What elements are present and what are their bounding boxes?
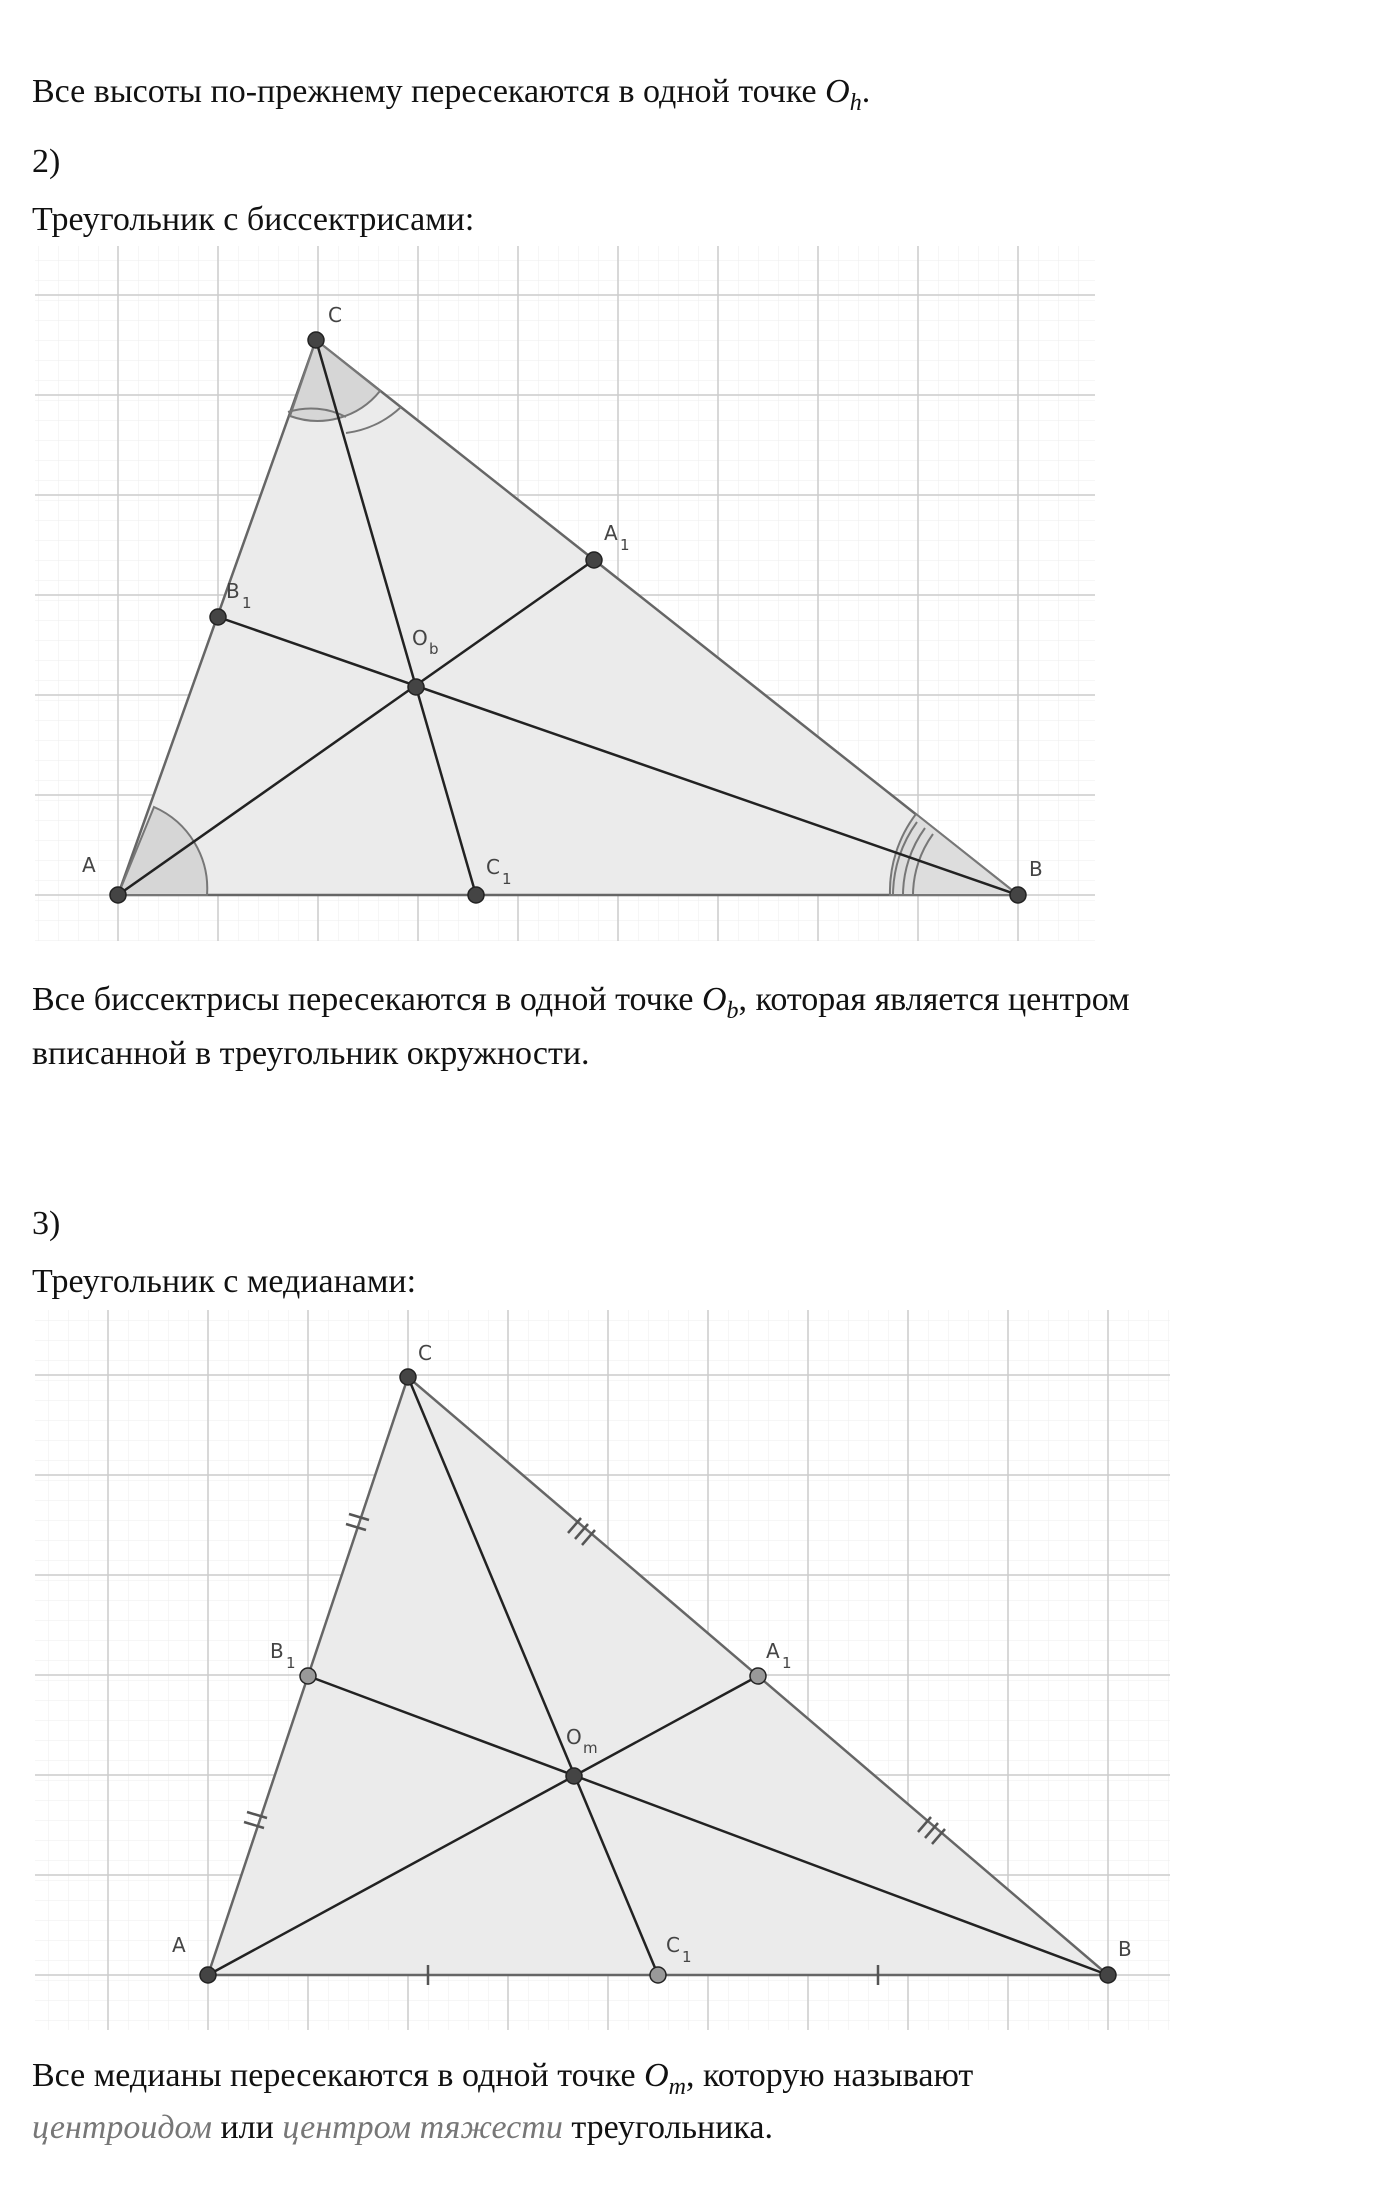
item-3-title: Треугольник с медианами: xyxy=(32,1263,417,1300)
svg-text:B: B xyxy=(226,579,240,603)
svg-text:B: B xyxy=(1029,857,1043,881)
svg-text:A: A xyxy=(766,1639,780,1663)
svg-text:1: 1 xyxy=(620,536,630,554)
bisectors-conclusion-line2: вписанной в треугольник окружности. xyxy=(32,1035,590,1072)
svg-text:O: O xyxy=(412,626,428,650)
svg-text:1: 1 xyxy=(242,594,252,612)
svg-text:m: m xyxy=(583,1739,598,1757)
svg-text:A: A xyxy=(172,1933,186,1957)
item-2-title: Треугольник с биссектрисами: xyxy=(32,201,475,238)
svg-text:A: A xyxy=(604,521,618,545)
svg-text:1: 1 xyxy=(502,870,512,888)
medians-diagram xyxy=(35,1310,1170,2030)
svg-text:A: A xyxy=(82,853,96,877)
svg-text:1: 1 xyxy=(682,1948,692,1966)
svg-text:C: C xyxy=(486,855,500,879)
medians-conclusion-line1: Все медианы пересекаются в одной точке $O_m$, которую называют xyxy=(32,2057,974,2100)
svg-text:O: O xyxy=(566,1725,582,1749)
point-ob: $O_b$ xyxy=(701,981,739,1024)
svg-text:C: C xyxy=(328,303,342,327)
bisectors-diagram xyxy=(35,246,1095,941)
svg-text:b: b xyxy=(429,640,439,658)
altitudes-conclusion: Все высоты по-прежнему пересекаются в одной точке $O_h$. xyxy=(32,73,871,116)
term-center-of-mass: центром тяжести xyxy=(282,2109,563,2146)
svg-text:C: C xyxy=(418,1341,432,1365)
item-3-number: 3) xyxy=(32,1205,61,1242)
point-oh: $O_h$ xyxy=(825,73,862,116)
item-2-number: 2) xyxy=(32,143,61,180)
svg-text:B: B xyxy=(270,1639,284,1663)
term-centroid: центроидом xyxy=(32,2109,212,2146)
bisectors-conclusion-line1: Все биссектрисы пересекаются в одной точке $O_b$, которая является центром xyxy=(32,981,1130,1024)
point-om: $O_m$ xyxy=(644,2057,686,2100)
medians-conclusion-line2: центроидом или центром тяжести треугольника. xyxy=(32,2109,773,2146)
svg-text:1: 1 xyxy=(782,1654,792,1672)
svg-text:B: B xyxy=(1118,1937,1132,1961)
svg-text:1: 1 xyxy=(286,1654,296,1672)
svg-text:C: C xyxy=(666,1933,680,1957)
